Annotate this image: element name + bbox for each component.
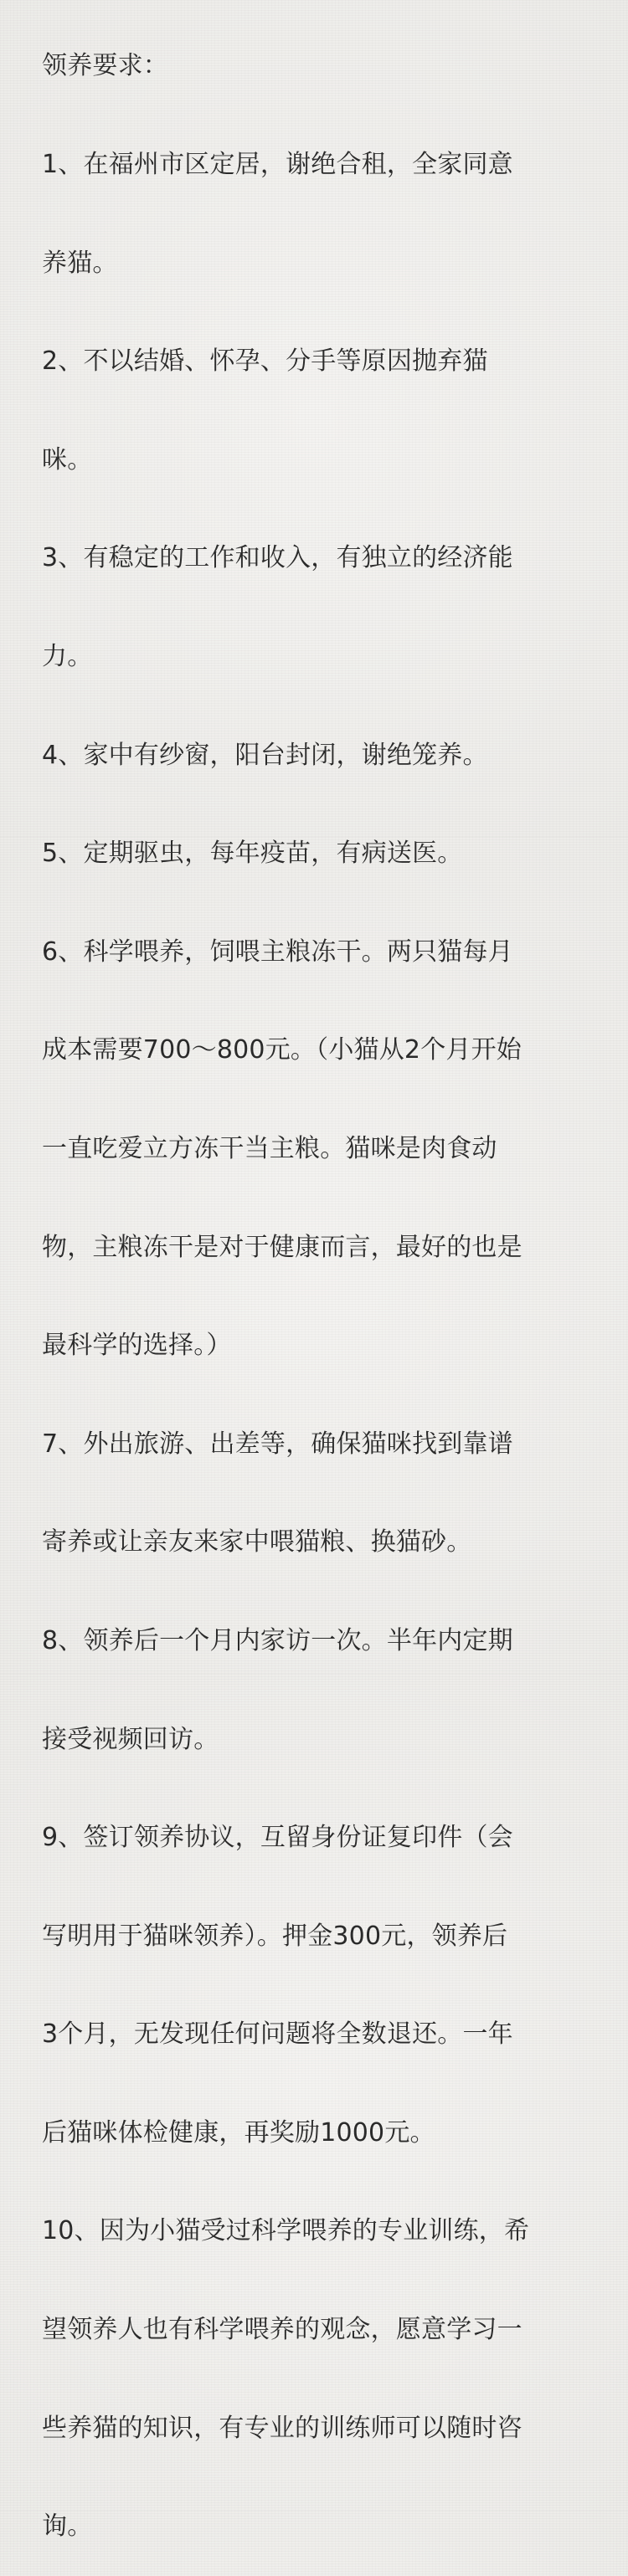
note-line-25: 询。 [42, 2512, 93, 2542]
note-line-21: 后猫咪体检健康，再奖励1000元。 [42, 2117, 435, 2148]
note-text [42, 0, 605, 2576]
note-line-14: 7、外出旅游、出差等，确保猫咪找到靠谱 [42, 1429, 513, 1459]
note-line-22: 10、因为小猫受过科学喂养的专业训练，希 [42, 2216, 530, 2246]
note-line-4: 咪。 [42, 444, 93, 475]
note-line-24: 些养猫的知识，有专业的训练师可以随时咨 [42, 2413, 522, 2443]
note-line-12: 物，主粮冻干是对于健康而言，最好的也是 [42, 1232, 522, 1262]
note-line-9: 6、科学喂养，饲喂主粮冻干。两只猫每月 [42, 936, 513, 967]
note-line-13: 最科学的选择。） [42, 1331, 232, 1361]
note-line-1: 1、在福州市区定居，谢绝合租，全家同意 [42, 150, 513, 179]
note-line-17: 接受视频回访。 [42, 1724, 219, 1754]
note-line-19: 写明用于猫咪领养）。押金300元，领养后 [42, 1921, 508, 1951]
note-line-15: 寄养或让亲友来家中喂猫粮、换猫砂。 [42, 1527, 472, 1557]
note-line-6: 力。 [42, 641, 93, 671]
note-line-20: 3个月，无发现任何问题将全数退还。一年 [42, 2019, 513, 2050]
note-line-18: 9、签订领养协议，互留身份证复印件（会 [42, 1823, 513, 1853]
note-line-8: 5、定期驱虫，每年疫苗，有病送医。 [42, 839, 463, 869]
note-heading: 领养要求： [42, 51, 168, 81]
note-line-16: 8、领养后一个月内家访一次。半年内定期 [42, 1625, 513, 1655]
note-line-23: 望领养人也有科学喂养的观念，愿意学习一 [42, 2315, 522, 2345]
note-line-11: 一直吃爱立方冻干当主粮。猫咪是肉食动 [42, 1133, 497, 1163]
note-line-7: 4、家中有纱窗，阳台封闭，谢绝笼养。 [42, 740, 488, 770]
note-line-3: 2、不以结婚、怀孕、分手等原因抛弃猫 [42, 346, 488, 377]
note-line-5: 3、有稳定的工作和收入，有独立的经济能 [42, 543, 513, 573]
note-line-10: 成本需要700～800元。（小猫从2个月开始 [42, 1035, 522, 1065]
note-line-2: 养猫。 [42, 248, 118, 278]
